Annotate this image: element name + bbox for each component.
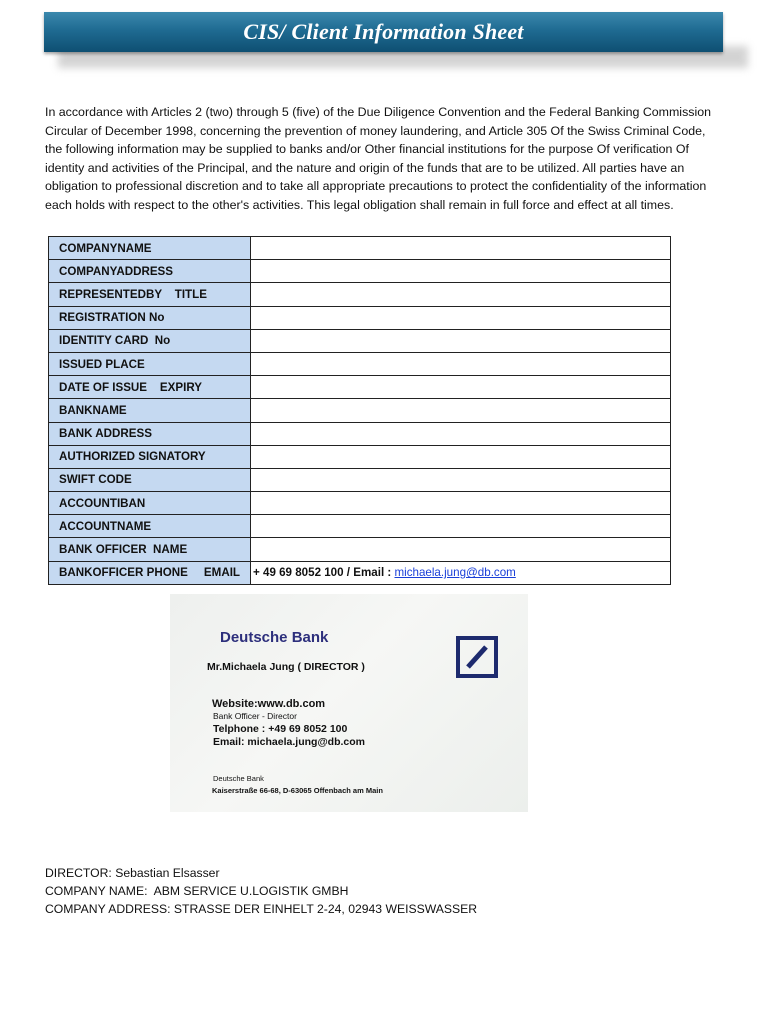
row-label: REGISTRATION No [49,306,251,329]
row-value-field[interactable] [251,515,671,538]
row-label: DATE OF ISSUE EXPIRY [49,376,251,399]
table-row [49,468,671,491]
row-value-field[interactable] [251,399,671,422]
table-row [49,237,671,260]
business-card [170,594,528,812]
row-value-field[interactable] [251,237,671,260]
row-value-field[interactable] [251,260,671,283]
row-value-field[interactable] [251,376,671,399]
title-banner [44,12,723,52]
email-link[interactable]: michaela.jung@db.com [394,566,516,580]
phone-text: + 49 69 8052 100 / Email : [253,566,395,580]
footer-director: DIRECTOR: Sebastian Elsasser [45,866,220,880]
footer-details [45,864,477,918]
footer-company-address: COMPANY ADDRESS: STRASSE DER EINHELT 2-24, 02943 WEISSWASSER [45,902,478,916]
row-label: BANK ADDRESS [49,422,251,445]
row-label: AUTHORIZED SIGNATORY [49,445,251,468]
footer-company-name: COMPANY NAME: ABM SERVICE U.LOGISTIK GMBH [45,884,349,898]
row-label: COMPANYNAME [49,237,251,260]
row-value-field[interactable] [251,468,671,491]
card-website: Website:www.db.com [212,698,326,710]
row-label: SWIFT CODE [49,468,251,491]
card-phone: Telphone : +49 69 8052 100 [213,723,348,735]
table-row [49,538,671,561]
row-label: ISSUED PLACE [49,352,251,375]
card-role: Bank Officer - Director [213,711,297,721]
table-row [49,306,671,329]
intro-paragraph: In accordance with Articles 2 (two) through 5 (five) of the Due Diligence Convention and the Federal Banking Commission Circular of December 1998, concerning the prevention of money laundering, and Article 305 Of the Swiss Criminal Code, the following information may be supplied to banks and/or Other financial institutions for the purpose Of verification Of identity and activities of the Principal, and the nature and origin of the funds that are to be utilized. All parties have an obligation to professional discretion and to take all appropriate precautions to protect the confidentiality of the information each holds with respect to the other's activities. This legal obligation shall remain in full force and effect at all times. [45,105,711,212]
table-row [49,283,671,306]
page-title: CIS/ Client Information Sheet [243,19,524,44]
card-address: Kaiserstraße 66-68, D-63065 Offenbach am Main [212,786,383,795]
table-row [49,376,671,399]
row-value-field[interactable] [251,445,671,468]
row-value-field[interactable] [251,306,671,329]
row-value-field[interactable] [251,538,671,561]
row-value-field[interactable] [251,352,671,375]
table-row [49,260,671,283]
row-label: BANK OFFICER NAME [49,538,251,561]
row-label: COMPANYADDRESS [49,260,251,283]
table-row [49,515,671,538]
table-row [49,329,671,352]
client-info-table [48,236,671,585]
row-label: IDENTITY CARD No [49,329,251,352]
card-small-bank-name: Deutsche Bank [213,774,264,783]
table-row-bank-officer-phone [49,561,671,584]
row-label: ACCOUNTIBAN [49,492,251,515]
card-person: Mr.Michaela Jung ( DIRECTOR ) [207,661,365,673]
row-label: BANKNAME [49,399,251,422]
row-value-field[interactable] [251,329,671,352]
row-value-field[interactable] [251,492,671,515]
card-bank-name: Deutsche Bank [220,629,329,646]
table-row [49,445,671,468]
table-row [49,399,671,422]
row-label: BANKOFFICER PHONE EMAIL [49,561,251,584]
card-email: Email: michaela.jung@db.com [213,736,366,748]
row-label: REPRESENTEDBY TITLE [49,283,251,306]
deutsche-bank-logo-icon [456,636,498,678]
row-label: ACCOUNTNAME [49,515,251,538]
table-row [49,422,671,445]
table-row [49,352,671,375]
bank-officer-phone-value [251,561,671,584]
row-value-field[interactable] [251,283,671,306]
row-value-field[interactable] [251,422,671,445]
table-row [49,492,671,515]
